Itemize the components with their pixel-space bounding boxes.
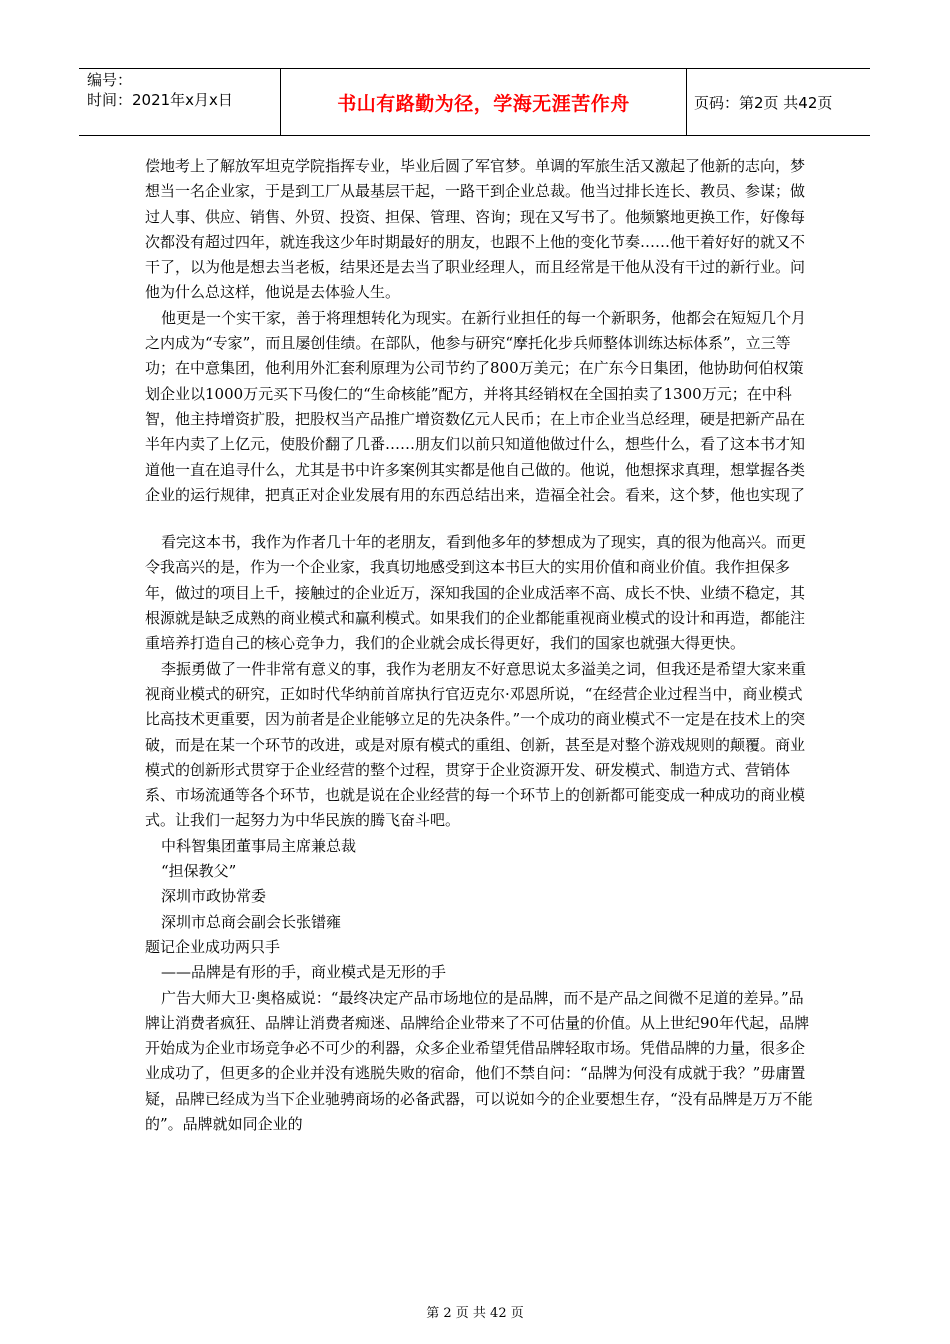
signature-line: “担保教父” — [161, 862, 237, 881]
header-info-cell — [79, 69, 279, 135]
document-time-label: 时间：2021年x月x日 — [87, 91, 233, 109]
footer-page-number: 第 2 页 共 42 页 — [426, 1306, 524, 1321]
header-motto: 书山有路勤为径，学海无涯苦作舟 — [337, 92, 630, 115]
body-paragraph: 偿地考上了解放军坦克学院指挥专业，毕业后圆了军官梦。单调的军旅生活又激起了他新的志向，梦想当一名企业家，于是到工厂从最基层干起，一路干到企业总裁。他当过排长连长、教员、参谋；做过人事、供应、销售、外贸、投资、担保、管理、咨询；现在又写书了。他频繁地更换工作，好像每次都没有超过四年，就连我这少年时期最好的朋友，也跟不上他的变化节奏……他干着好好的就又不干了，以为他是想去当老板，结果还是去当了职业经理人，而且经常是干他从没有干过的新行业。问他为什么总这样，他说是去体验人生。 — [145, 157, 806, 302]
body-paragraph: 李振勇做了一件非常有意义的事，我作为老朋友不好意思说太多溢美之词，但我还是希望大家来重视商业模式的研究，正如时代华纳前首席执行官迈克尔·邓恩所说，“在经营企业过程当中，商业模式比高技术更重要，因为前者是企业能够立足的先决条件。”一个成功的商业模式不一定是在技术上的突破，而是在某一个环节的改进，或是对原有模式的重组、创新，甚至是对整个游戏规则的颠覆。商业模式的创新形式贯穿于企业经营的整个过程，贯穿于企业资源开发、研发模式、制造方式、营销体系、市场流通等各个环节，也就是说在企业经营的每一个环节上的创新都可能变成一种成功的商业模式。让我们一起努力为中华民族的腾飞奋斗吧。 — [145, 659, 807, 830]
page-footer — [0, 1302, 950, 1321]
signature-line: 深圳市总商会副会长张镨雍 — [161, 912, 342, 931]
header-motto-cell — [280, 69, 687, 135]
document-body — [145, 154, 815, 1137]
signature-line: 中科智集团董事局主席兼总裁 — [161, 836, 357, 855]
page-header — [79, 68, 870, 136]
header-page-code: 页码：第2页 共42页 — [694, 93, 833, 112]
signature-line: 深圳市政协常委 — [161, 887, 267, 906]
paragraph-gap — [145, 508, 815, 530]
section-title: 题记企业成功两只手 — [145, 937, 281, 956]
header-page-cell — [686, 69, 870, 135]
document-number-label: 编号： — [87, 71, 133, 89]
section-subtitle: ——品牌是有形的手，商业模式是无形的手 — [161, 963, 447, 982]
body-paragraph: 他更是一个实干家，善于将理想转化为现实。在新行业担任的每一个新职务，他都会在短短几个月之内成为“专家”，而且屡创佳绩。在部队，他参与研究“摩托化步兵师整体训练达标体系”，立三等功；在中意集团，他利用外汇套利原理为公司节约了800万美元；在广东今日集团，他协助何伯权策划企业以1000万元买下马俊仁的“生命核能”配方，并将其经销权在全国拍卖了1300万元；在中科智，他主持增资扩股，把股权当产品推广增资数亿元人民币；在上市企业当总经理，硬是把新产品在半年内卖了上亿元，使股价翻了几番……朋友们以前只知道他做过什么，想些什么，看了这本书才知道他一直在追寻什么，尤其是书中许多案例其实都是他自己做的。他说，他想探求真理，想掌握各类企业的运行规律，把真正对企业发展有用的东西总结出来，造福全社会。看来，这个梦，他也实现了 — [145, 308, 807, 504]
body-paragraph: 广告大师大卫·奥格威说：“最终决定产品市场地位的是品牌，而不是产品之间微不足道的差异。”品牌让消费者疯狂、品牌让消费者痴迷、品牌给企业带来了不可估量的价值。从上世纪90年代起，品牌开始成为企业市场竞争必不可少的利器，众多企业希望凭借品牌轻取市场。凭借品牌的力量，很多企业成功了，但更多的企业并没有逃脱失败的宿命，他们不禁自问：“品牌为何没有成就于我？”毋庸置疑，品牌已经成为当下企业驰骋商场的必备武器，可以说如今的企业要想生存，“没有品牌是万万不能的”。品牌就如同企业的 — [145, 988, 813, 1133]
body-paragraph: 看完这本书，我作为作者几十年的老朋友，看到他多年的梦想成为了现实，真的很为他高兴。而更令我高兴的是，作为一个企业家，我真切地感受到这本书巨大的实用价值和商业价值。我作担保多年，做过的项目上千，接触过的企业近万，深知我国的企业成活率不高、成长不快、业绩不稳定，其根源就是缺乏成熟的商业模式和赢利模式。如果我们的企业都能重视商业模式的设计和再造，都能注重培养打造自己的核心竞争力，我们的企业就会成长得更好，我们的国家也就强大得更快。 — [145, 533, 807, 653]
